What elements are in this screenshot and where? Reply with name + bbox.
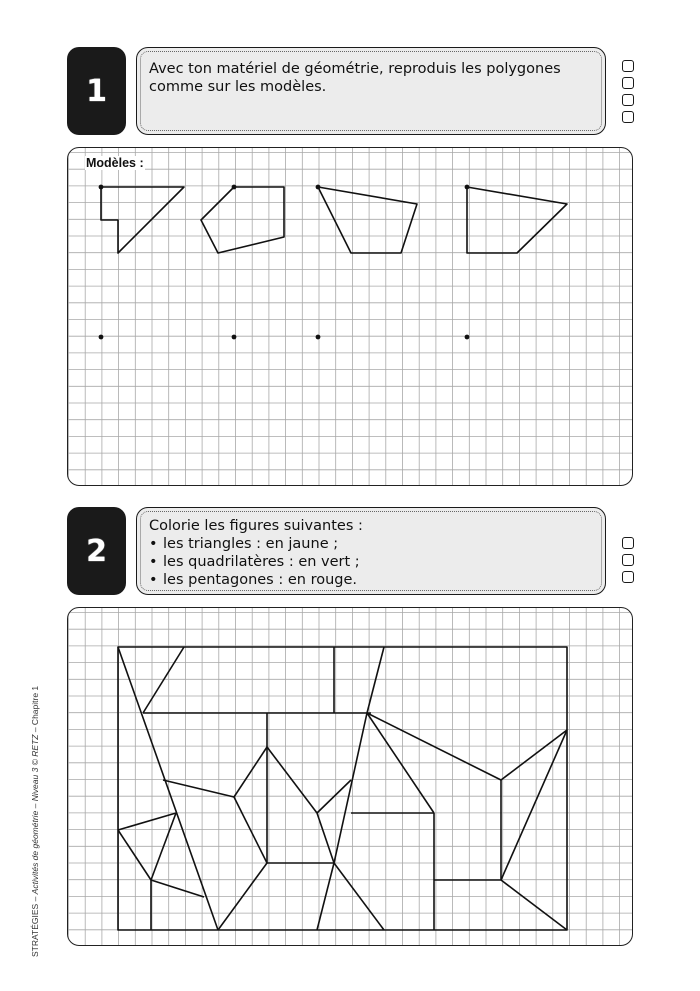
model-polygon-2 [201,187,284,253]
exercise-1-instruction-line2: comme sur les modèles. [149,79,327,95]
exercise-1-instruction-line1: Avec ton matériel de géométrie, reproduis les polygones [149,61,561,77]
model-polygon-1 [101,187,184,253]
checkbox[interactable] [622,60,634,72]
reference-dot [316,335,321,340]
reference-dot [99,185,104,190]
figure-edge [501,880,567,930]
figure-edge [151,880,204,897]
checkbox[interactable] [622,554,634,566]
exercise-1-number-badge [67,47,126,135]
models-label: Modèles : [86,156,144,170]
exercise-1-instruction-box [136,47,606,135]
figure-edge [234,747,267,797]
reference-dot [465,185,470,190]
figure-edge [163,780,234,797]
side-footer: STRATÉGIES – Activités de géométrie – Niveau 3 © RETZ – Chapitre 1 [30,685,40,957]
footer-chapter: Chapitre 1 [30,685,40,726]
exercise-2-number: 2 [86,533,107,569]
grid-lines [68,148,633,486]
reference-dot [316,185,321,190]
bullet-triangles: • les triangles : en jaune ; [149,535,593,553]
exercise-2-checkboxes [622,537,634,583]
model-polygon-4 [467,187,567,253]
figure-edge [367,647,384,713]
reference-dot [232,335,237,340]
figure-edge [334,713,367,863]
figure-edge [501,730,567,780]
exercise-1-number: 1 [86,73,107,109]
figure-edge [118,830,151,880]
figure-edge [501,730,567,880]
figure-edge [267,747,317,813]
exercise-1-grid-panel [67,147,633,486]
reference-dot [232,185,237,190]
footer-series: STRATÉGIES [30,903,40,957]
reference-dot [99,335,104,340]
bullet-quadrilaterals: • les quadrilatères : en vert ; [149,553,593,571]
figure-edge [118,647,218,930]
checkbox[interactable] [622,111,634,123]
checkbox[interactable] [622,537,634,549]
checkbox[interactable] [622,571,634,583]
figure-edge [317,813,334,863]
bullet-pentagons: • les pentagones : en rouge. [149,571,593,589]
reference-dot [465,335,470,340]
exercise-2-instruction-box [136,507,606,595]
footer-book: Activités de géométrie [30,810,40,895]
checkbox[interactable] [622,94,634,106]
checkbox[interactable] [622,77,634,89]
exercise-2-grid-panel [67,607,633,946]
exercise-1-grid [68,148,633,486]
figure-edge [143,647,184,713]
footer-level: Niveau 3 © RETZ [30,734,40,802]
grid-lines [68,608,633,946]
exercise-2-instruction: Colorie les figures suivantes : [149,518,363,534]
exercise-2-number-badge [67,507,126,595]
figure-edge [118,813,176,830]
exercise-1-checkboxes [622,60,634,123]
exercise-2-grid [68,608,633,946]
